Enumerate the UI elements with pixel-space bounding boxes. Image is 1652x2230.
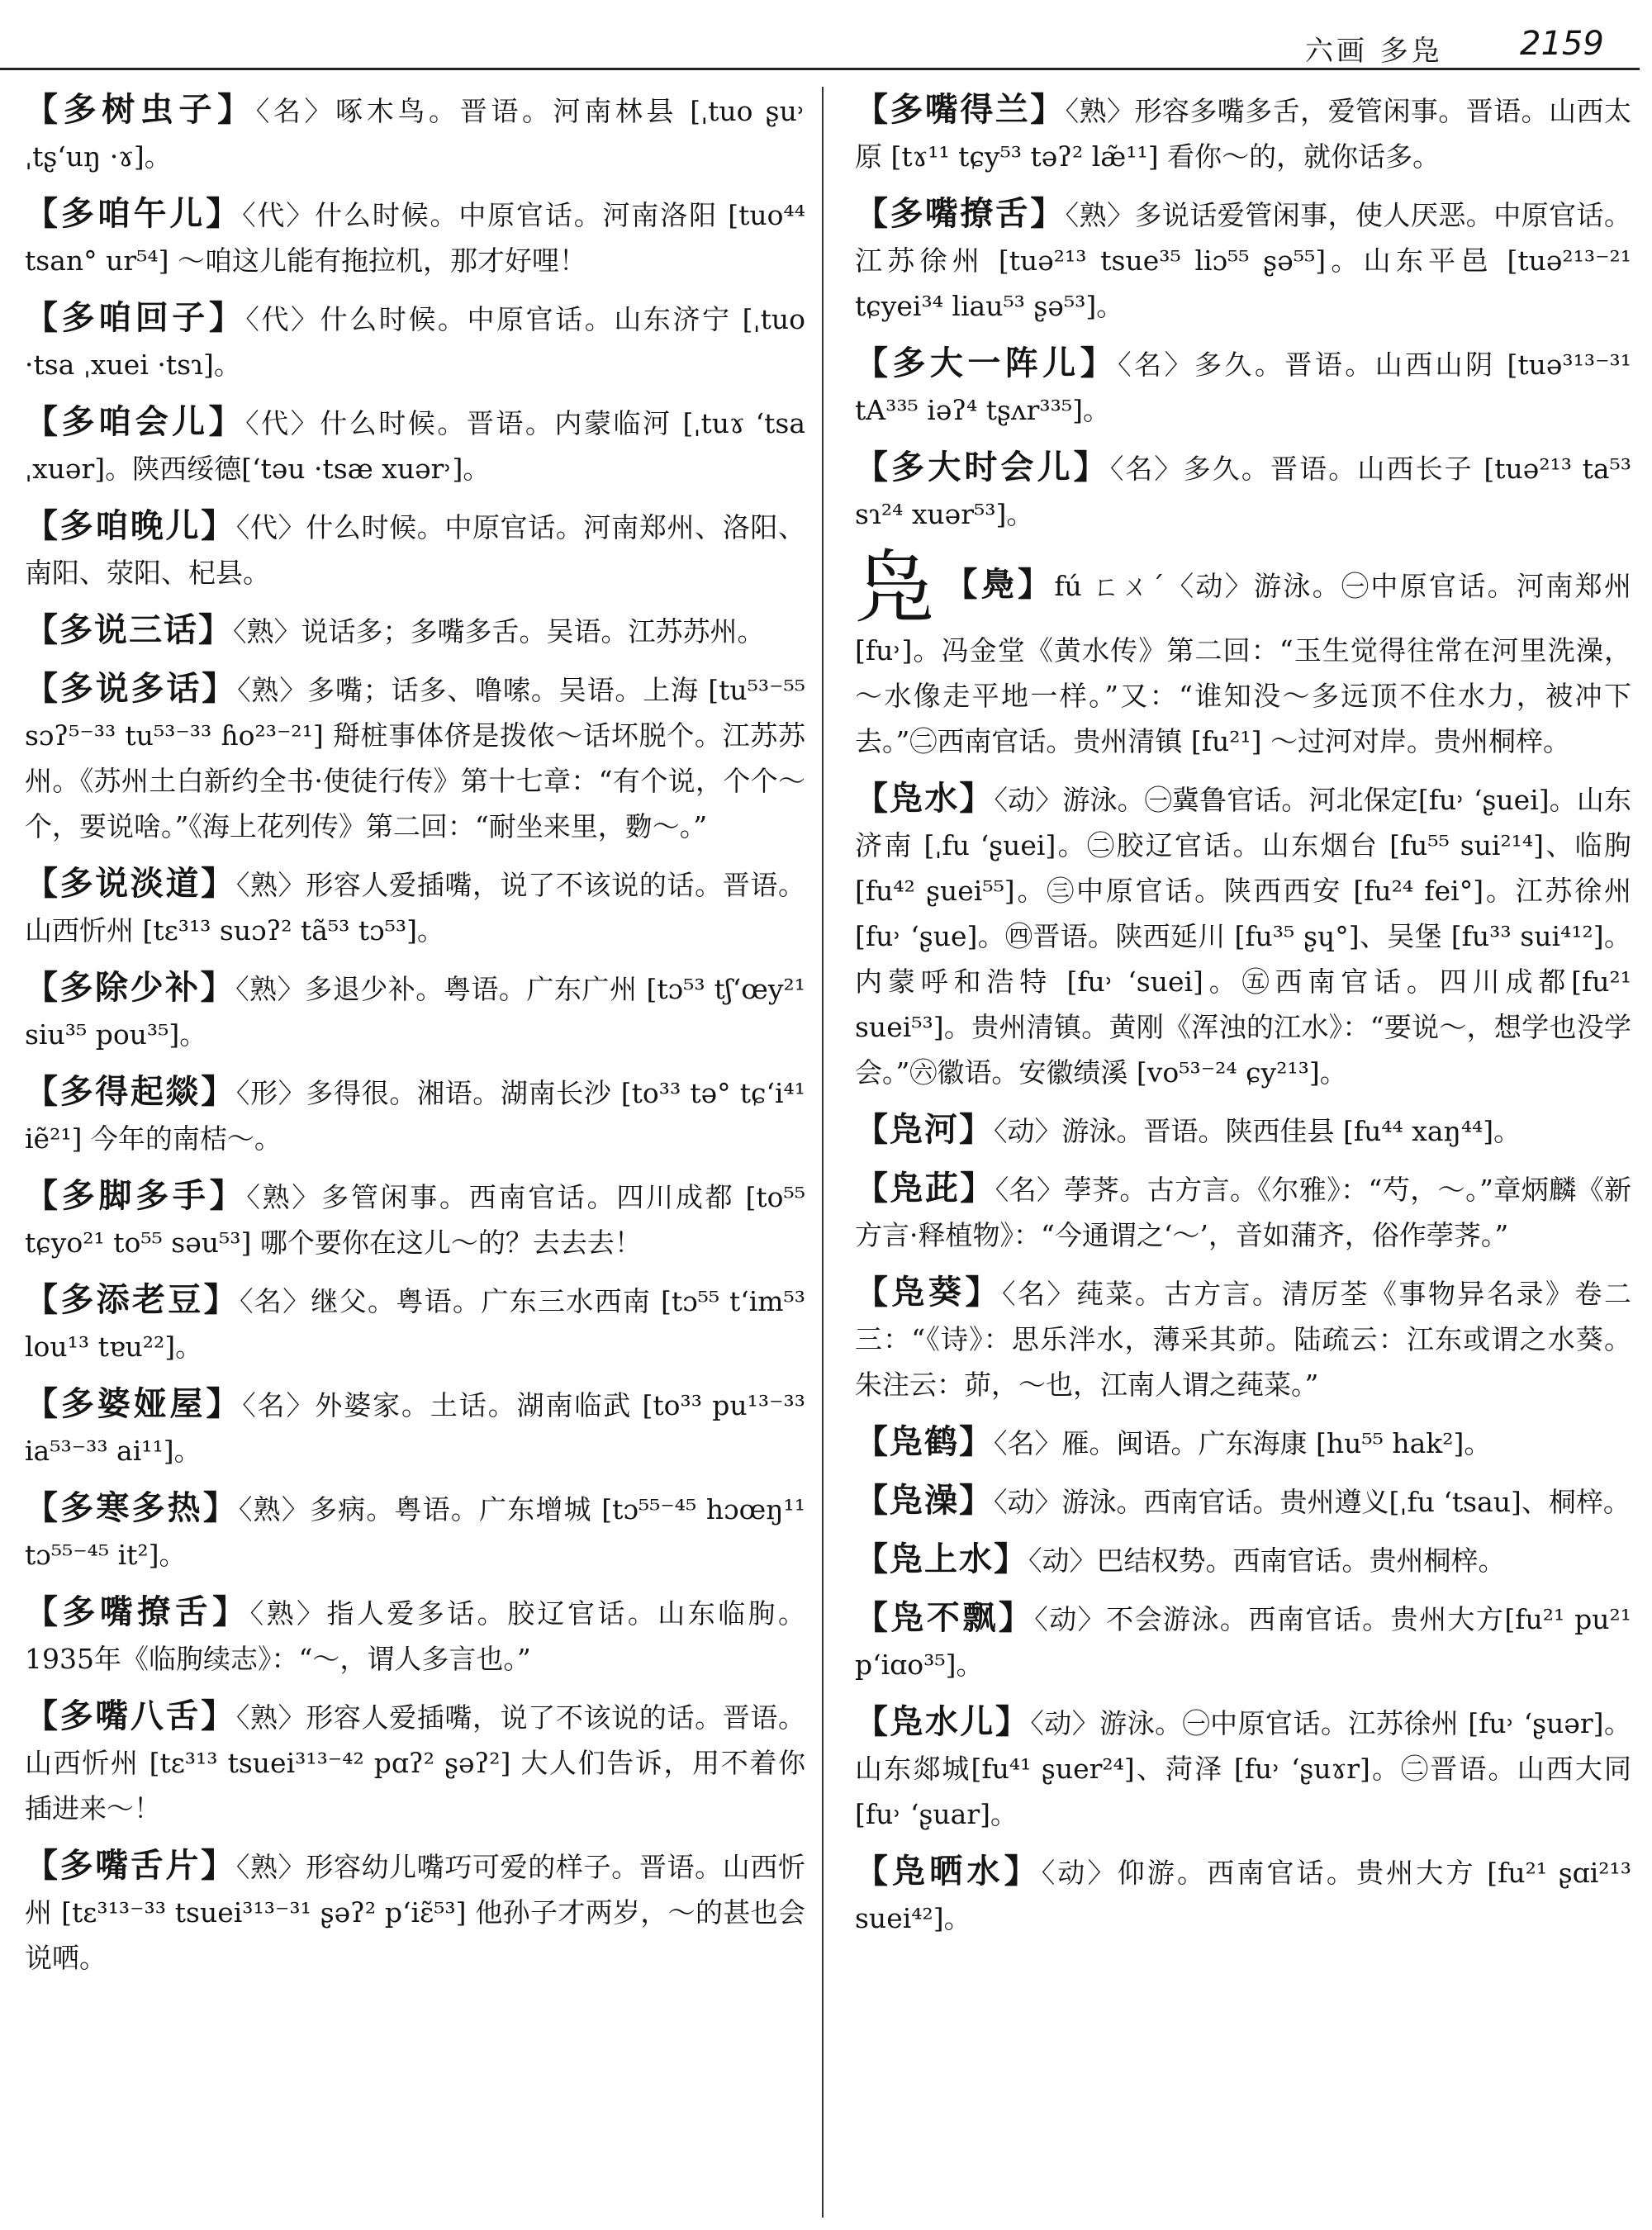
entry-headword: 【多咱回子】 (25, 298, 246, 337)
entry-headword: 【多寒多热】 (25, 1488, 239, 1527)
entry-headword: 【多嘴舌片】 (25, 1846, 236, 1885)
entry-headword: 【多说淡道】 (25, 864, 236, 903)
dictionary-entry (25, 1589, 805, 1682)
entry-headword: 【多说多话】 (25, 669, 238, 708)
left-column (25, 87, 805, 1992)
dictionary-entry (855, 87, 1631, 179)
dictionary-entry (855, 1595, 1631, 1687)
entry-headword: 【多婆娅屋】 (25, 1384, 243, 1423)
column-divider (822, 87, 824, 2218)
main-character: 凫 (855, 542, 937, 634)
entry-headword: 【凫不飘】 (855, 1598, 1035, 1637)
dictionary-entry (855, 1848, 1631, 1941)
dictionary-entry (855, 1419, 1631, 1466)
right-column (855, 87, 1631, 1952)
entry-headword: 【多咱晚儿】 (25, 506, 236, 545)
entry-body: 〈熟〉形容人爱插嘴，说了不该说的话。晋语。山西忻州 [tɛ³¹³ tsuei³¹³⁻⁴² pɑʔ² ʂəʔ²] 大人们告诉，用不着你插进来～！ (25, 1701, 806, 1824)
dictionary-entry-main-character (855, 542, 1631, 764)
dictionary-entry (25, 965, 805, 1057)
entry-body: 〈熟〉指人爱多话。胶辽官话。山东临朐。1935年《临朐续志》：“～，谓人多言也。” (25, 1597, 805, 1675)
entry-body: 〈熟〉多嘴；话多、噜嗦。吴语。上海 [tu⁵³⁻⁵⁵ sɔʔ⁵⁻³³ tu⁵³⁻³³ ɦo²³⁻²¹] 搿桩事体侪是拨侬～话坏脱个。江苏苏州。《苏州土白新约全书·使徒行传》第十七章：“有个说，个个～个，要说啥。”《海上花列传》第二回：“耐坐来里，覅～。” (25, 674, 806, 842)
entry-headword: 【凫水儿】 (855, 1702, 1031, 1741)
dictionary-entry (25, 1843, 805, 1981)
entry-headword: 【多嘴撩舌】 (855, 194, 1066, 233)
entry-body: 〈熟〉多退少补。粤语。广东广州 [tɔ⁵³ tʃʻœy²¹ siu³⁵ pou³⁵]。 (25, 973, 806, 1051)
dictionary-entry (855, 1536, 1631, 1583)
page-number: 2159 (1520, 25, 1604, 63)
dictionary-entry (25, 1485, 805, 1578)
entry-body: 〈动〉游泳。晋语。陕西佳县 [fu⁴⁴ xaŋ⁴⁴]。 (994, 1115, 1521, 1147)
entry-body: 〈名〉啄木鸟。晋语。河南林县 [ˌtuo ʂu˒ ˌtʂʻuŋ ·ɤ]。 (25, 95, 805, 173)
entry-body: 〈动〉游泳。西南官话。贵州遵义[ˌfu ʻtsau]、桐梓。 (994, 1486, 1631, 1518)
entry-headword: 【多大一阵儿】 (855, 344, 1118, 382)
entry-body: 〈熟〉多说话爱管闲事，使人厌恶。中原官话。江苏徐州 [tuə²¹³ tsue³⁵ liɔ⁵⁵ ʂə⁵⁵]。山东平邑 [tuə²¹³⁻²¹ tɕyei³⁴ liau⁵³ ʂə⁵³]。 (855, 199, 1632, 322)
dictionary-entry (855, 191, 1631, 329)
entry-body: 〈动〉不会游泳。西南官话。贵州大方[fu²¹ pu²¹ pʻiɑo³⁵]。 (855, 1603, 1631, 1681)
dictionary-entry (855, 1699, 1631, 1837)
entry-body: 〈名〉外婆家。土话。湖南临武 [to³³ pu¹³⁻³³ ia⁵³⁻³³ ai¹¹]。 (25, 1389, 806, 1467)
dictionary-entry (25, 1381, 805, 1473)
entry-headword: 【多嘴撩舌】 (25, 1592, 250, 1631)
entry-body: 〈代〉什么时候。中原官话。山东济宁 [ˌtuo ·tsa ˌxuei ·tsɿ]。 (25, 303, 805, 381)
entry-body: 〈动〉游泳。㊀冀鲁官话。河北保定[fu˒ ʻʂuei]。山东济南 [ˌfu ʻʂuei]。㊁胶辽官话。山东烟台 [fu⁵⁵ sui²¹⁴]、临朐 [fu⁴² ʂuei⁵⁵]。㊂中原官话。陕西西安 [fu²⁴ fei°]。江苏徐州[fu˒ ʻʂue]。㊃晋语。陕西延川 [fu³⁵ ʂɥ°]、吴堡 [fu³³ sui⁴¹²]。内蒙呼和浩特 [fu˒ ʻsuei]。㊄西南官话。四川成都[fu²¹ suei⁵³]。贵州清镇。黄刚《浑浊的江水》：“要说～，想学也没学会。”㊅徽语。安徽绩溪 [vo⁵³⁻²⁴ ɕy²¹³]。 (855, 784, 1631, 1089)
dictionary-entry (855, 340, 1631, 433)
entry-body: 〈熟〉形容多嘴多舌，爱管闲事。晋语。山西太原 [tɤ¹¹ tɕy⁵³ təʔ² læ̃¹¹] 看你～的，就你话多。 (855, 95, 1632, 173)
entry-body: 〈熟〉形容幼儿嘴巧可爱的样子。晋语。山西忻州 [tɛ³¹³⁻³³ tsuei³¹³⁻³¹ ʂəʔ² pʻiɛ̃⁵³] 他孙子才两岁，～的甚也会说哂。 (25, 1851, 806, 1974)
dictionary-entry (25, 1693, 805, 1831)
page-header (0, 18, 1640, 70)
entry-headword: 【凫鹤】 (855, 1422, 994, 1461)
dictionary-entry (25, 1277, 805, 1369)
entry-body: 〈动〉游泳。㊀中原官话。江苏徐州 [fu˒ ʻʂuər]。山东郯城[fu⁴¹ ʂuer²⁴]、菏泽 [fu˒ ʻʂuɤr]。㊁晋语。山西大同 [fu˒ ʻʂuar]。 (855, 1707, 1631, 1830)
dictionary-entry (855, 444, 1631, 537)
dictionary-entry (25, 87, 805, 179)
entry-body: 〈名〉多久。晋语。山西长子 [tuə²¹³ ta⁵³ sɿ²⁴ xuər⁵³]。 (855, 453, 1632, 530)
entry-headword: 【多说三话】 (25, 610, 233, 649)
entry-headword: 【凫晒水】 (855, 1852, 1042, 1891)
dictionary-entry (855, 1165, 1631, 1258)
entry-headword: 【凫上水】 (855, 1540, 1028, 1578)
entry-body: fú ㄈㄨˊ〈动〉游泳。㊀中原官话。河南郑州 [fu˒]。冯金堂《黄水传》第二回：“玉生觉得往常在河里洗澡，～水像走平地一样。”又：“谁知没～多远顶不住水力，被冲下去。”㊁西南官话。贵州清镇 [fu²¹] ～过河对岸。贵州桐梓。 (855, 570, 1631, 757)
entry-headword: 【鳧】 (944, 565, 1055, 604)
entry-body: 〈名〉荸荠。古方言。《尔雅》：“芍，～。”章炳麟《新方言·释植物》：“今通谓之‘～’，音如蒲齐，俗作荸荠。” (855, 1174, 1632, 1251)
dictionary-entry (25, 503, 805, 595)
entry-headword: 【凫水】 (855, 779, 995, 818)
entry-headword: 【多大时会儿】 (855, 448, 1110, 486)
entry-body: 〈形〉多得很。湘语。湖南长沙 [to³³ tə° tɕʻi⁴¹ iẽ²¹] 今年的南桔～。 (25, 1077, 805, 1155)
entry-headword: 【多咱会儿】 (25, 402, 246, 441)
dictionary-entry (855, 1107, 1631, 1154)
section-title: 六画 多凫 (1305, 35, 1443, 68)
entry-body: 〈动〉巴结权势。西南官话。贵州桐梓。 (1028, 1544, 1506, 1577)
entry-headword: 【凫河】 (855, 1110, 994, 1149)
dictionary-entry (25, 861, 805, 953)
entry-body: 〈熟〉形容人爱插嘴，说了不该说的话。晋语。山西忻州 [tɛ³¹³ suɔʔ² tã⁵³ tɔ⁵³]。 (25, 869, 806, 947)
dictionary-entry (25, 295, 805, 387)
entry-body: 〈代〉什么时候。中原官话。河南洛阳 [tuo⁴⁴ tsan° ur⁵⁴] ～咱这儿能有拖拉机，那才好哩！ (25, 199, 805, 277)
entry-body: 〈名〉多久。晋语。山西山阴 [tuə³¹³⁻³¹ tA³³⁵ iəʔ⁴ tʂʌr³³⁵]。 (855, 349, 1631, 426)
dictionary-entry (25, 666, 805, 849)
dictionary-entry (25, 1173, 805, 1265)
dictionary-entry (855, 1478, 1631, 1525)
entry-headword: 【多嘴得兰】 (855, 90, 1066, 129)
dictionary-entry (25, 191, 805, 283)
entry-body: 〈名〉莼菜。古方言。清厉荃《事物异名录》卷二三：“《诗》：思乐泮水，薄采其茆。陆疏云：江东或谓之水葵。朱注云：茆，～也，江南人谓之莼菜。” (855, 1278, 1631, 1401)
entry-body: 〈熟〉多管闲事。西南官话。四川成都 [to⁵⁵ tɕyo²¹ to⁵⁵ səu⁵³] 哪个要你在这儿～的？去去去！ (25, 1181, 806, 1259)
entry-headword: 【凫澡】 (855, 1481, 994, 1520)
entry-headword: 【多咱午儿】 (25, 194, 243, 233)
entry-headword: 【多添老豆】 (25, 1280, 240, 1319)
entry-body: 〈名〉雁。闽语。广东海康 [hu⁵⁵ hak²]。 (994, 1427, 1492, 1459)
entry-headword: 【多得起燚】 (25, 1072, 236, 1111)
entry-body: 〈动〉仰游。西南官话。贵州大方 [fu²¹ ʂɑi²¹³ suei⁴²]。 (855, 1857, 1631, 1934)
dictionary-entry (25, 607, 805, 654)
entry-headword: 【多树虫子】 (25, 90, 256, 129)
dictionary-entry (25, 399, 805, 491)
entry-body: 〈名〉继父。粤语。广东三水西南 [tɔ⁵⁵ tʻim⁵³ lou¹³ tɐu²²]。 (25, 1285, 805, 1363)
dictionary-entry (855, 776, 1631, 1095)
dictionary-entry (855, 1269, 1631, 1407)
dictionary-entry (25, 1069, 805, 1161)
entry-headword: 【多除少补】 (25, 968, 236, 1007)
entry-headword: 【多嘴八舌】 (25, 1696, 236, 1735)
entry-headword: 【凫茈】 (855, 1169, 995, 1208)
entry-headword: 【多脚多手】 (25, 1176, 247, 1215)
entry-body: 〈熟〉多病。粤语。广东增城 [tɔ⁵⁵⁻⁴⁵ hɔœŋ¹¹ tɔ⁵⁵⁻⁴⁵ it²]。 (25, 1493, 805, 1571)
entry-headword: 【凫葵】 (855, 1273, 1002, 1312)
entry-body: 〈代〉什么时候。晋语。内蒙临河 [ˌtuɤ ʻtsa ˌxuər]。陕西绥德[ʻtəu ·tsæ xuər˒]。 (25, 407, 805, 485)
entry-body: 〈代〉什么时候。中原官话。河南郑州、洛阳、南阳、荥阳、杞县。 (25, 511, 806, 589)
entry-body: 〈熟〉说话多；多嘴多舌。吴语。江苏苏州。 (233, 615, 765, 648)
